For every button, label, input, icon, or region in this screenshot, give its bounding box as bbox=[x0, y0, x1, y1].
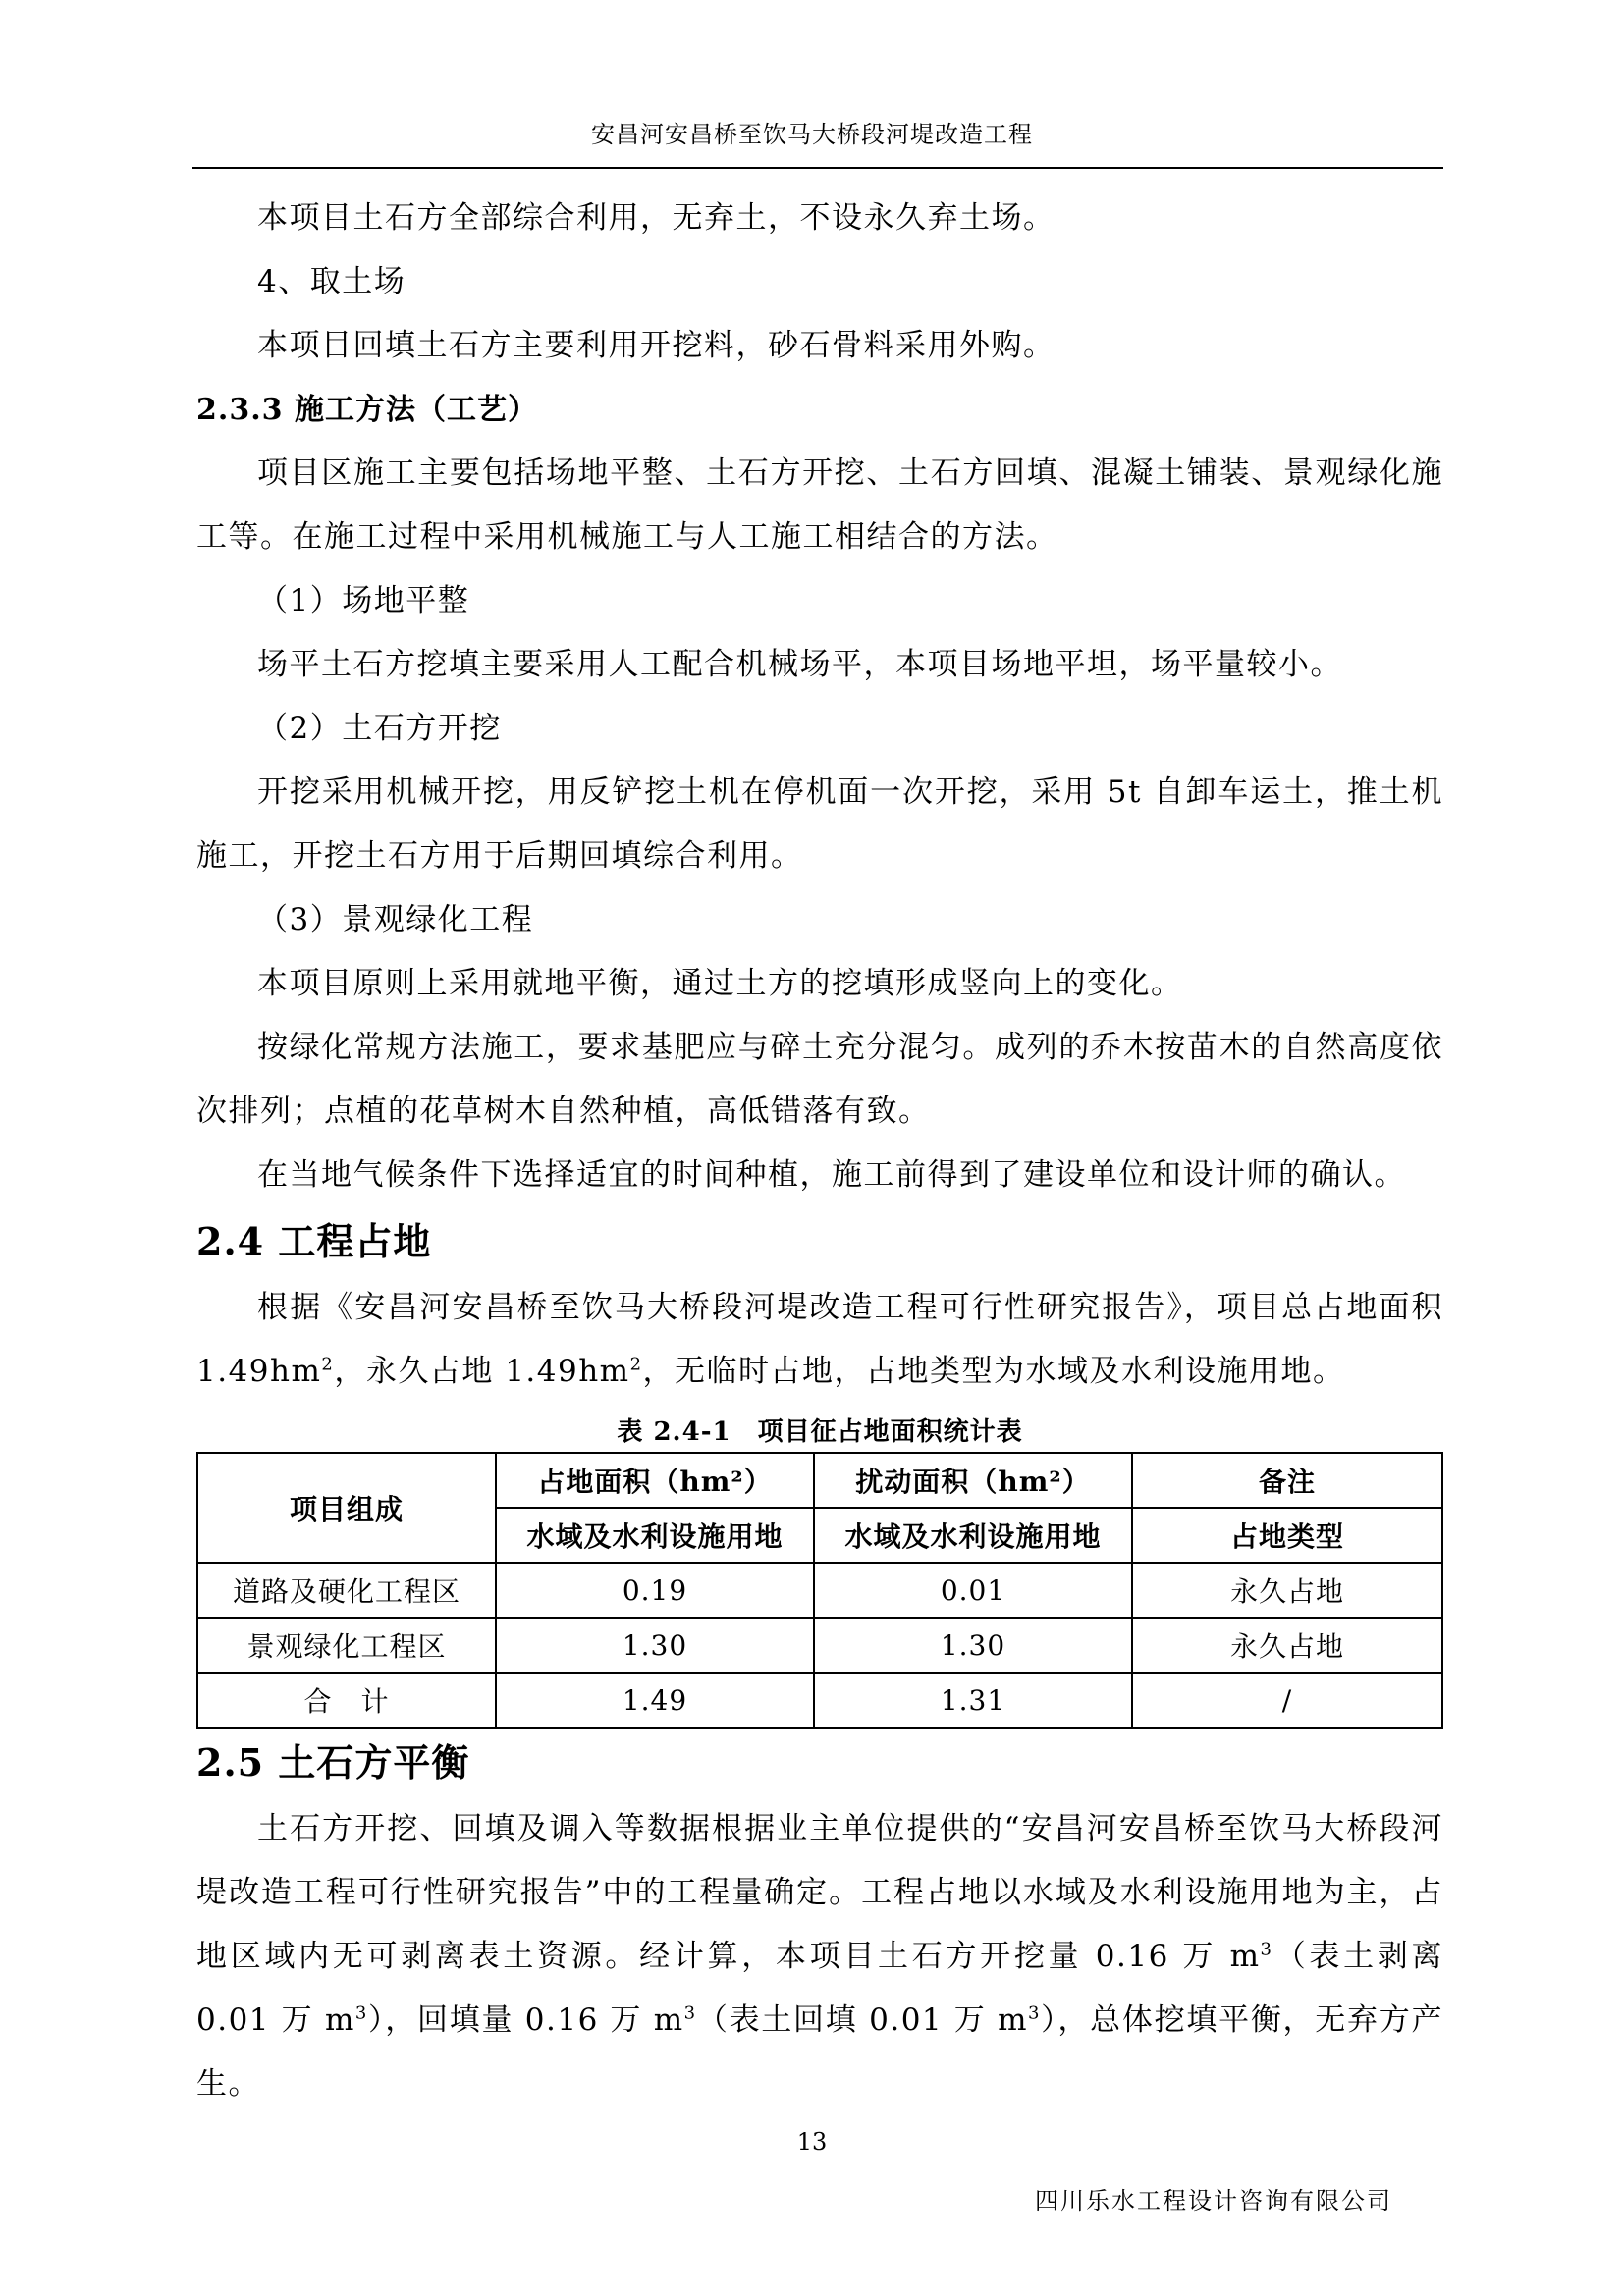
col-header-disturb: 扰动面积（hm²） bbox=[814, 1453, 1132, 1508]
col-subheader-area: 水域及水利设施用地 bbox=[496, 1508, 814, 1563]
paragraph-landscaping-method: 按绿化常规方法施工，要求基肥应与碎土充分混匀。成列的乔木按苗木的自然高度依次排列；点植的花草树木自然种植，高低错落有致。 bbox=[196, 1030, 1443, 1129]
paragraph-planting-time: 在当地气候条件下选择适宜的时间种植，施工前得到了建设单位和设计师的确认。 bbox=[257, 1157, 1406, 1193]
page-content bbox=[196, 187, 1443, 2116]
item-landscaping: （3）景观绿化工程 bbox=[257, 902, 534, 937]
cell-area: 1.49 bbox=[496, 1673, 814, 1728]
paragraph-earthwork-balance: 土石方开挖、回填及调入等数据根据业主单位提供的“安昌河安昌桥至饮马大桥段河堤改造工程可行性研究报告”中的工程量确定。工程占地以水域及水利设施用地为主，占地区域内无可剥离表土资源。经计算，本项目土石方开挖量 0.16 万 $m^3$（表土剥离 0.01 万 $m^3$），回填量 0.16 万 $m^3$（表土回填 0.01 万 $m^3$），总体挖填平衡，无弃方产生。 bbox=[196, 1811, 1444, 2102]
item-site-leveling: （1）场地平整 bbox=[257, 583, 470, 618]
col-header-note: 备注 bbox=[1132, 1453, 1442, 1508]
cell-note: / bbox=[1132, 1673, 1442, 1728]
col-header-area: 占地面积（hm²） bbox=[496, 1453, 814, 1508]
company-name: 四川乐水工程设计咨询有限公司 bbox=[1035, 2187, 1392, 2215]
cell-name: 合 计 bbox=[197, 1673, 496, 1728]
heading-2-3-3: 2.3.3 施工方法（工艺） bbox=[196, 393, 538, 427]
table-caption: 表 2.4-1 项目征占地面积统计表 bbox=[617, 1417, 1023, 1447]
cell-note: 永久占地 bbox=[1132, 1618, 1442, 1673]
cell-area: 0.19 bbox=[496, 1563, 814, 1618]
cell-disturb: 1.31 bbox=[814, 1673, 1132, 1728]
paragraph-excavation: 开挖采用机械开挖，用反铲挖土机在停机面一次开挖，采用 5t 自卸车运土，推土机施工，开挖土石方用于后期回填综合利用。 bbox=[196, 774, 1443, 874]
cell-area: 1.30 bbox=[496, 1618, 814, 1673]
cell-disturb: 1.30 bbox=[814, 1618, 1132, 1673]
cell-disturb: 0.01 bbox=[814, 1563, 1132, 1618]
table-row-total bbox=[197, 1673, 1442, 1728]
col-header-component: 项目组成 bbox=[197, 1453, 496, 1563]
heading-2-4: 2.4 工程占地 bbox=[196, 1219, 432, 1263]
running-header: 安昌河安昌桥至饮马大桥段河堤改造工程 bbox=[591, 121, 1033, 148]
col-subheader-disturb: 水域及水利设施用地 bbox=[814, 1508, 1132, 1563]
paragraph-construction-overview: 项目区施工主要包括场地平整、土石方开挖、土石方回填、混凝土铺装、景观绿化施工等。在施工过程中采用机械施工与人工施工相结合的方法。 bbox=[196, 455, 1443, 555]
table-row bbox=[197, 1563, 1442, 1618]
cell-name: 景观绿化工程区 bbox=[197, 1618, 496, 1673]
cell-note: 永久占地 bbox=[1132, 1563, 1442, 1618]
paragraph-backfill: 本项目回填土石方主要利用开挖料，砂石骨料采用外购。 bbox=[257, 328, 1056, 363]
cell-name: 道路及硬化工程区 bbox=[197, 1563, 496, 1618]
item-borrow-pit: 4、取土场 bbox=[257, 264, 406, 299]
land-area-table bbox=[196, 1452, 1443, 1729]
table-row bbox=[197, 1618, 1442, 1673]
paragraph-site-leveling: 场平土石方挖填主要采用人工配合机械场平，本项目场地平坦，场平量较小。 bbox=[257, 647, 1342, 682]
item-excavation: （2）土石方开挖 bbox=[257, 711, 502, 746]
page-number: 13 bbox=[796, 2128, 828, 2156]
col-subheader-note: 占地类型 bbox=[1132, 1508, 1442, 1563]
header-rule bbox=[192, 167, 1443, 169]
heading-2-5: 2.5 土石方平衡 bbox=[196, 1740, 470, 1785]
paragraph-landscaping-balance: 本项目原则上采用就地平衡，通过土方的挖填形成竖向上的变化。 bbox=[257, 966, 1183, 1001]
paragraph-no-spoil: 本项目土石方全部综合利用，无弃土，不设永久弃土场。 bbox=[257, 200, 1056, 236]
paragraph-land-occupation: 根据《安昌河安昌桥至饮马大桥段河堤改造工程可行性研究报告》，项目总占地面积 $1.49hm^2$，永久占地 $1.49hm^2$，无临时占地，占地类型为水域及水利设施用地。 bbox=[196, 1290, 1443, 1389]
